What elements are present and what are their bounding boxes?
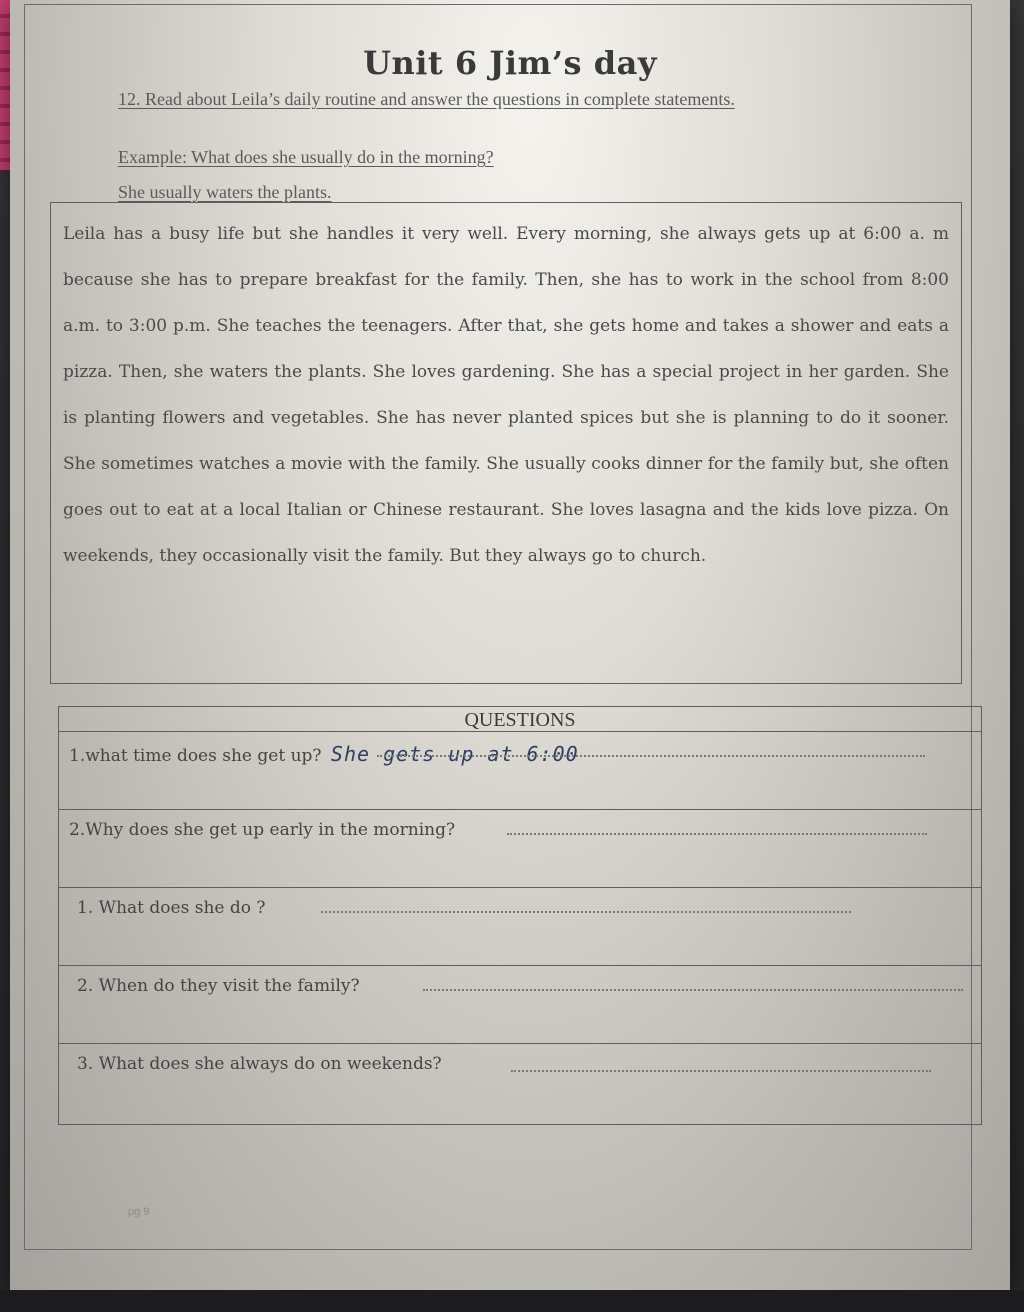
example-answer: She usually waters the plants. xyxy=(118,182,332,202)
question-text: 2. When do they visit the family? xyxy=(77,976,360,996)
example-question: Example: What does she usually do in the morning? xyxy=(118,147,494,167)
questions-header: QUESTIONS xyxy=(59,707,981,732)
question-text: 2.Why does she get up early in the morning? xyxy=(69,820,456,840)
worksheet-title: Unit 6 Jim’s day xyxy=(363,44,657,82)
question-row-5 xyxy=(59,1044,981,1124)
answer-line[interactable] xyxy=(511,1070,931,1072)
question-row-1 xyxy=(59,732,981,810)
handwritten-answer[interactable]: She gets up at 6:00 xyxy=(330,742,579,766)
question-text: 1. What does she do ? xyxy=(77,898,266,918)
question-row-2 xyxy=(59,810,981,888)
question-row-4 xyxy=(59,966,981,1044)
desk-surface xyxy=(0,1290,1024,1312)
question-text: 3. What does she always do on weekends? xyxy=(77,1054,442,1074)
page-number: pg 9 xyxy=(128,1206,150,1218)
answer-line[interactable] xyxy=(507,833,927,835)
answer-line[interactable] xyxy=(423,989,963,991)
answer-line[interactable] xyxy=(377,755,925,757)
answer-line[interactable] xyxy=(321,911,851,913)
questions-table xyxy=(58,706,982,1125)
exercise-instruction: 12. Read about Leila’s daily routine and answer the questions in complete statements. xyxy=(118,89,735,109)
reading-passage: Leila has a busy life but she handles it very well. Every morning, she always gets up at 6:00 a. m because she has to prepare breakfast for the family. Then, she has to work in the school from 8:00 a.m. to 3:00 p.m. She teaches the teenagers. After that, she gets home and takes a shower and eats a pizza. Then, she waters the plants. She loves gardening. She has a special project in her garden. She is planting flowers and vegetables. She has never planted spices but she is planning to do it sooner. She sometimes watches a movie with the family. She usually cooks dinner for the family but, she often goes out to eat at a local Italian or Chinese restaurant. She loves lasagna and the kids love pizza. On weekends, they occasionally visit the family. But they always go to church. xyxy=(63,224,949,566)
question-row-3 xyxy=(59,888,981,966)
reading-passage-box xyxy=(50,202,962,684)
worksheet-page xyxy=(10,0,1010,1290)
question-text: 1.what time does she get up? xyxy=(69,746,322,766)
